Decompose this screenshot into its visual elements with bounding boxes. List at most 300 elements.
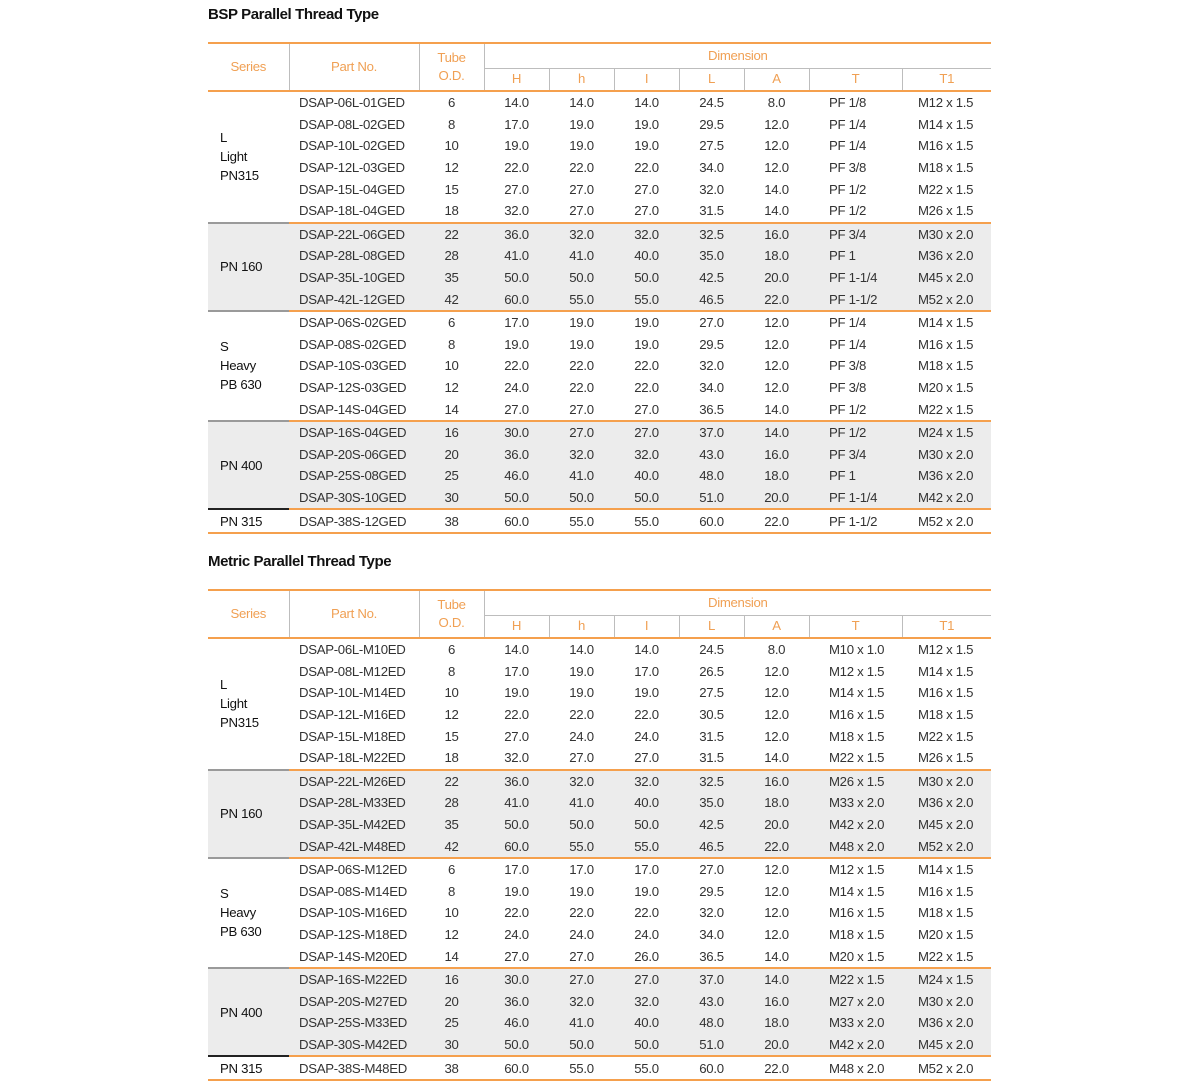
tube-od-cell: 8 [447,116,456,132]
dim-h-lower-cell: 19.0 [569,883,594,899]
tube-od-cell: 42 [419,835,484,858]
dim-H-cell: 36.0 [484,444,549,466]
series-label: Light [220,149,248,165]
dim-L-cell: 24.5 [699,642,724,658]
dim-A-cell: 12.0 [764,728,789,744]
dim-I-cell: 19.0 [614,311,679,334]
dim-L-cell: 36.5 [679,398,744,421]
dim-T1-cell: M24 x 1.5 [902,421,991,444]
dim-T-cell: M33 x 2.0 [809,1012,902,1034]
tube-od-cell: 8 [447,663,456,679]
dim-H-cell: 14.0 [504,642,529,658]
dim-H-cell: 22.0 [504,160,529,176]
dim-T1-cell: M30 x 2.0 [902,770,991,793]
dim-T1-cell: M36 x 2.0 [902,792,991,814]
dim-A-cell: 12.0 [764,927,789,943]
dim-I-cell: 22.0 [634,160,659,176]
dim-h-lower-cell: 50.0 [549,814,614,836]
part-no-cell: DSAP-06L-M10ED [299,642,406,658]
dim-H-cell: 19.0 [504,883,529,899]
part-no-cell: DSAP-22L-06GED [289,223,419,246]
table-row [208,725,991,747]
tube-od-header-line2: O.D. [438,68,465,83]
dim-T-cell: PF 1/2 [809,421,902,444]
dim-L-cell: 24.5 [699,95,724,111]
table-row [208,91,991,114]
dim-L-cell: 35.0 [679,245,744,267]
dim-T1-cell: M18 x 1.5 [918,905,974,921]
tube-od-cell: 35 [419,267,484,289]
dim-T1-cell: M52 x 2.0 [902,509,991,533]
series-header: Series [208,590,289,638]
dim-A-cell: 14.0 [744,421,809,444]
tube-od-cell: 8 [447,883,456,899]
dim-T1-cell: M14 x 1.5 [918,116,974,132]
dimension-T1-header: T1 [902,615,991,638]
part-no-cell: DSAP-16S-M22ED [289,968,419,991]
dimension-H-header: H [484,615,549,638]
dim-I-cell: 40.0 [614,1012,679,1034]
dim-T1-cell: M36 x 2.0 [902,465,991,487]
dimension-A-header: A [744,615,809,638]
dim-T-cell: PF 1/4 [829,116,867,132]
dimension-A-header: A [744,68,809,91]
tube-od-cell: 22 [419,770,484,793]
dim-A-cell: 20.0 [744,1034,809,1057]
dim-L-cell: 51.0 [679,487,744,510]
table-row [208,814,991,836]
dim-A-cell: 12.0 [764,116,789,132]
dim-T1-cell: M22 x 1.5 [902,398,991,421]
dim-I-cell: 55.0 [614,509,679,533]
dim-T1-cell: M22 x 1.5 [902,945,991,968]
dim-T-cell: M42 x 2.0 [809,814,902,836]
dim-I-cell: 19.0 [634,116,659,132]
dim-A-cell: 14.0 [744,200,809,223]
dim-T-cell: PF 1/4 [829,336,867,352]
dim-H-cell: 50.0 [484,267,549,289]
series-label: PN 315 [220,1060,263,1076]
table-row [208,792,991,814]
series-cell [208,311,289,421]
tube-od-cell: 28 [419,245,484,267]
series-label: PN315 [220,715,259,731]
dim-I-cell: 27.0 [614,200,679,223]
dim-L-cell: 37.0 [679,968,744,991]
table-row [208,377,991,399]
dim-T-cell: M42 x 2.0 [809,1034,902,1057]
tube-od-cell: 10 [444,685,459,701]
dim-L-cell: 27.0 [679,858,744,881]
dim-h-lower-cell: 19.0 [569,685,594,701]
dim-T-cell: M14 x 1.5 [829,685,885,701]
dim-T-cell: PF 1/8 [829,95,867,111]
dim-T1-cell: M18 x 1.5 [918,160,974,176]
dim-I-cell: 50.0 [614,814,679,836]
dim-T-cell: PF 1/4 [809,311,902,334]
part-no-cell: DSAP-12S-03GED [299,380,407,396]
dim-T1-cell: M18 x 1.5 [918,707,974,723]
dim-L-cell: 43.0 [679,444,744,466]
series-cell [208,638,289,770]
tube-od-cell: 22 [419,223,484,246]
dim-H-cell: 27.0 [504,728,529,744]
dim-T-cell: PF 1-1/2 [809,288,902,311]
series-group [208,421,991,509]
dim-h-lower-cell: 27.0 [569,181,594,197]
tube-od-cell: 42 [419,288,484,311]
dim-I-cell: 27.0 [614,968,679,991]
dim-H-cell: 60.0 [484,835,549,858]
part-no-cell: DSAP-12L-03GED [299,160,405,176]
dim-A-cell: 22.0 [744,509,809,533]
dim-I-cell: 40.0 [614,792,679,814]
part-no-cell: DSAP-10L-M14ED [299,685,406,701]
dim-H-cell: 17.0 [484,858,549,881]
dim-T-cell: PF 1/2 [809,200,902,223]
tube-od-cell: 38 [419,509,484,533]
dim-I-cell: 14.0 [634,642,659,658]
dim-T-cell: M12 x 1.5 [809,858,902,881]
table-header [208,590,991,638]
dim-H-cell: 32.0 [484,747,549,770]
dim-T1-cell: M12 x 1.5 [918,95,974,111]
dim-h-lower-cell: 14.0 [569,642,594,658]
dim-I-cell: 40.0 [614,245,679,267]
dim-A-cell: 22.0 [744,1056,809,1080]
tube-od-cell: 18 [419,200,484,223]
table-row [208,200,991,223]
dim-H-cell: 19.0 [504,138,529,154]
dim-H-cell: 22.0 [504,707,529,723]
dim-T1-cell: M16 x 1.5 [918,685,974,701]
table-row [208,835,991,858]
dimension-T1-header: T1 [902,68,991,91]
table-row [208,421,991,444]
dim-T1-cell: M12 x 1.5 [918,642,974,658]
tube-od-cell: 12 [444,380,459,396]
dim-h-lower-cell: 22.0 [569,160,594,176]
dim-h-lower-cell: 27.0 [549,421,614,444]
series-label: PN315 [220,168,259,184]
part-no-header: Part No. [289,590,419,638]
tube-od-cell: 20 [419,991,484,1013]
dim-h-lower-cell: 32.0 [549,770,614,793]
dim-A-cell: 12.0 [764,138,789,154]
tube-od-cell: 15 [444,728,459,744]
part-no-cell: DSAP-20S-06GED [289,444,419,466]
dim-H-cell: 27.0 [484,945,549,968]
dim-A-cell: 12.0 [764,707,789,723]
dim-I-cell: 55.0 [614,835,679,858]
dim-T-cell: PF 3/4 [809,444,902,466]
dim-T1-cell: M18 x 1.5 [918,358,974,374]
dim-A-cell: 12.0 [744,858,809,881]
dim-T1-cell: M30 x 2.0 [902,223,991,246]
dim-h-lower-cell: 41.0 [549,245,614,267]
series-label: PB 630 [220,377,262,393]
dim-I-cell: 17.0 [614,858,679,881]
dim-H-cell: 27.0 [504,181,529,197]
tube-od-cell: 12 [444,927,459,943]
dim-T-cell: PF 1 [809,245,902,267]
dim-I-cell: 22.0 [634,707,659,723]
dim-h-lower-cell: 27.0 [549,968,614,991]
dimension-T-header: T [809,615,902,638]
dim-H-cell: 30.0 [484,968,549,991]
dim-L-cell: 27.0 [679,311,744,334]
tube-od-cell: 12 [444,707,459,723]
dim-h-lower-cell: 32.0 [549,991,614,1013]
dim-h-lower-cell: 22.0 [569,358,594,374]
dimension-h-lower-header: h [549,615,614,638]
part-no-cell: DSAP-14S-M20ED [289,945,419,968]
dim-L-cell: 42.5 [679,814,744,836]
table-row [208,288,991,311]
dim-I-cell: 55.0 [614,288,679,311]
table-header [208,43,991,91]
dim-T-cell: M48 x 2.0 [809,1056,902,1080]
dim-A-cell: 14.0 [744,968,809,991]
dim-A-cell: 12.0 [764,380,789,396]
tube-od-cell: 16 [419,968,484,991]
dim-T-cell: PF 1/2 [809,398,902,421]
dim-H-cell: 17.0 [484,311,549,334]
series-label: L [220,130,228,146]
tube-od-cell: 30 [419,487,484,510]
dim-h-lower-cell: 41.0 [549,1012,614,1034]
dim-L-cell: 43.0 [679,991,744,1013]
table-row [208,465,991,487]
dim-H-cell: 14.0 [504,95,529,111]
dimension-H-header: H [484,68,549,91]
dim-L-cell: 48.0 [679,1012,744,1034]
dim-L-cell: 51.0 [679,1034,744,1057]
dim-A-cell: 18.0 [744,1012,809,1034]
part-no-cell: DSAP-42L-12GED [289,288,419,311]
dim-H-cell: 50.0 [484,1034,549,1057]
table-row [208,1012,991,1034]
dim-I-cell: 19.0 [634,883,659,899]
dim-A-cell: 14.0 [764,181,789,197]
dim-T-cell: M27 x 2.0 [809,991,902,1013]
dim-T-cell: PF 1-1/2 [809,509,902,533]
dim-A-cell: 16.0 [744,770,809,793]
dim-L-cell: 30.5 [699,707,724,723]
dim-T-cell: M33 x 2.0 [809,792,902,814]
dim-T1-cell: M16 x 1.5 [918,883,974,899]
dim-T-cell: M20 x 1.5 [809,945,902,968]
dim-h-lower-cell: 55.0 [549,1056,614,1080]
part-no-cell: DSAP-08L-M12ED [299,663,406,679]
dim-H-cell: 36.0 [484,991,549,1013]
dim-T-cell: PF 1-1/4 [809,487,902,510]
dim-h-lower-cell: 50.0 [549,267,614,289]
dim-A-cell: 18.0 [744,465,809,487]
tube-od-cell: 28 [419,792,484,814]
series-cell [208,223,289,311]
tube-od-cell: 14 [419,945,484,968]
dim-H-cell: 36.0 [484,223,549,246]
dim-T-cell: PF 3/8 [829,160,867,176]
dim-T-cell: M18 x 1.5 [829,728,885,744]
dim-H-cell: 41.0 [484,245,549,267]
dim-T-cell: PF 3/4 [809,223,902,246]
tube-od-header [419,43,484,91]
dim-h-lower-cell: 19.0 [569,336,594,352]
tube-od-cell: 16 [419,421,484,444]
dim-I-cell: 32.0 [614,223,679,246]
table-row [208,991,991,1013]
dim-A-cell: 20.0 [744,267,809,289]
dim-H-cell: 24.0 [504,380,529,396]
table-row [208,114,991,136]
dim-I-cell: 17.0 [634,663,659,679]
dim-I-cell: 50.0 [614,1034,679,1057]
dim-A-cell: 18.0 [744,245,809,267]
series-label: S [220,886,229,902]
dim-T-cell: M22 x 1.5 [809,747,902,770]
dim-I-cell: 27.0 [614,421,679,444]
tube-od-cell: 6 [419,311,484,334]
part-no-header: Part No. [289,43,419,91]
tube-od-cell: 20 [419,444,484,466]
dim-A-cell: 8.0 [767,642,786,658]
dim-L-cell: 46.5 [679,288,744,311]
dim-h-lower-cell: 17.0 [549,858,614,881]
tube-od-header-line1: Tube [437,597,466,612]
tube-od-cell: 35 [419,814,484,836]
dim-L-cell: 34.0 [699,160,724,176]
dim-T-cell: M18 x 1.5 [829,927,885,943]
dim-A-cell: 20.0 [744,487,809,510]
dim-H-cell: 24.0 [504,927,529,943]
tube-od-cell: 25 [419,1012,484,1034]
part-no-cell: DSAP-14S-04GED [289,398,419,421]
table-row [208,311,991,334]
tube-od-cell: 18 [419,747,484,770]
tube-od-cell: 10 [444,358,459,374]
dim-L-cell: 27.5 [699,685,724,701]
dim-H-cell: 50.0 [484,814,549,836]
dim-L-cell: 34.0 [699,927,724,943]
dim-h-lower-cell: 50.0 [549,1034,614,1057]
table-row [208,902,991,924]
dimension-T-header: T [809,68,902,91]
dim-h-lower-cell: 19.0 [569,138,594,154]
dim-h-lower-cell: 32.0 [549,223,614,246]
part-no-cell: DSAP-42L-M48ED [289,835,419,858]
part-no-cell: DSAP-18L-M22ED [289,747,419,770]
series-cell [208,421,289,509]
series-group [208,223,991,311]
dim-T-cell: M16 x 1.5 [829,905,885,921]
part-no-cell: DSAP-35L-M42ED [289,814,419,836]
table-row [208,661,991,683]
part-no-cell: DSAP-20S-M27ED [289,991,419,1013]
table-row [208,638,991,661]
part-no-cell: DSAP-12S-M18ED [299,927,407,943]
series-label: PN 400 [220,1004,263,1020]
dim-I-cell: 40.0 [614,465,679,487]
table-row [208,1034,991,1057]
dim-T-cell: PF 3/8 [829,358,867,374]
dim-I-cell: 27.0 [614,398,679,421]
dim-H-cell: 50.0 [484,487,549,510]
bsp-spec-table [208,42,991,534]
part-no-cell: DSAP-30S-M42ED [289,1034,419,1057]
part-no-cell: DSAP-15L-04GED [299,181,405,197]
dim-T-cell: PF 1-1/4 [809,267,902,289]
dim-A-cell: 16.0 [744,991,809,1013]
dim-I-cell: 50.0 [614,487,679,510]
dim-T1-cell: M24 x 1.5 [902,968,991,991]
dim-h-lower-cell: 27.0 [549,945,614,968]
part-no-cell: DSAP-06S-M12ED [289,858,419,881]
dim-I-cell: 22.0 [634,358,659,374]
table-row [208,267,991,289]
tube-od-header-line2: O.D. [438,615,465,630]
dim-L-cell: 42.5 [679,267,744,289]
part-no-cell: DSAP-18L-04GED [289,200,419,223]
dim-h-lower-cell: 27.0 [549,200,614,223]
tube-od-cell: 12 [444,160,459,176]
dim-h-lower-cell: 55.0 [549,288,614,311]
dim-T1-cell: M26 x 1.5 [902,747,991,770]
table-row [208,1056,991,1080]
table-row [208,704,991,726]
tube-od-cell: 6 [447,95,456,111]
dim-L-cell: 27.5 [699,138,724,154]
dim-h-lower-cell: 24.0 [569,728,594,744]
dim-H-cell: 41.0 [484,792,549,814]
dim-A-cell: 22.0 [744,288,809,311]
dim-T1-cell: M42 x 2.0 [902,487,991,510]
dim-L-cell: 60.0 [679,509,744,533]
dim-T1-cell: M52 x 2.0 [902,288,991,311]
dim-L-cell: 35.0 [679,792,744,814]
dim-L-cell: 29.5 [699,116,724,132]
table-row [208,157,991,179]
dim-A-cell: 16.0 [744,223,809,246]
series-cell [208,770,289,858]
dim-I-cell: 19.0 [634,336,659,352]
section-title: Metric Parallel Thread Type [208,553,392,570]
dimension-I-header: I [614,68,679,91]
series-label: PN 160 [220,806,263,822]
tube-od-cell: 15 [444,181,459,197]
dim-h-lower-cell: 50.0 [549,487,614,510]
dim-T-cell: M14 x 1.5 [829,883,885,899]
part-no-cell: DSAP-35L-10GED [289,267,419,289]
dim-A-cell: 12.0 [764,336,789,352]
table-row [208,682,991,704]
dim-T1-cell: M20 x 1.5 [918,380,974,396]
dim-H-cell: 46.0 [484,1012,549,1034]
series-group [208,968,991,1056]
part-no-cell: DSAP-22L-M26ED [289,770,419,793]
dimension-L-header: L [679,615,744,638]
dim-h-lower-cell: 41.0 [549,792,614,814]
series-label: Heavy [220,905,256,921]
dim-T1-cell: M36 x 2.0 [902,1012,991,1034]
dim-H-cell: 17.0 [504,116,529,132]
table-row [208,858,991,881]
series-group [208,858,991,968]
tube-od-cell: 38 [419,1056,484,1080]
tube-od-cell: 10 [444,905,459,921]
tube-od-cell: 25 [419,465,484,487]
